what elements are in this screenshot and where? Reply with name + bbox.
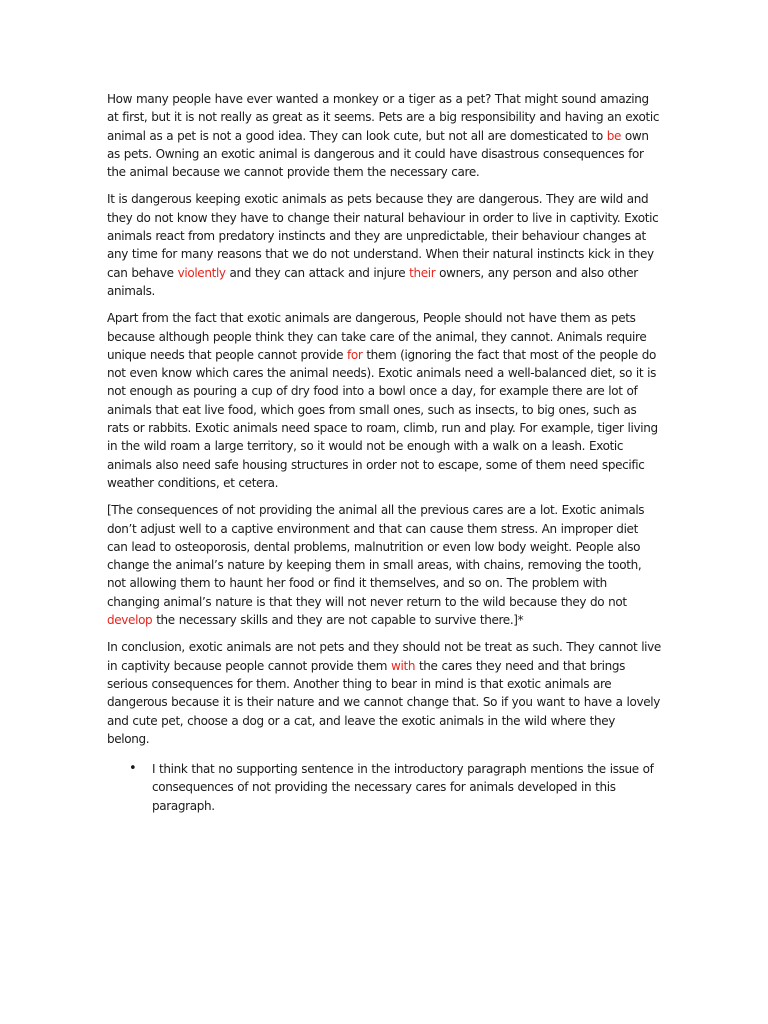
highlighted-word: with [391, 658, 416, 673]
paragraph-text: them (ignoring the fact that most of the people do not even know which cares the animal needs). Exotic animals need a well-balanced diet, so it is not enough as pouring a cup of dry food into a bowl once a day, for example there are lot of animals that eat live food, which goes from small ones, such as insects, to big ones, such as rats or rabbits. Exotic animals need space to roam, climb, run and play. For example, tiger living in the wild roam a large territory, so it would not be enough with a walk on a leash. Exotic animals also need safe housing structures in order not to escape, some of them need specific weather conditions, et cetera. [107, 347, 658, 490]
bullet-icon: • [129, 761, 137, 777]
paragraph-text: Apart from the fact that exotic animals are dangerous, People should not have them as pets because although people think they can take care of the animal, they cannot. Animals require unique needs that people cannot provide [107, 311, 647, 362]
highlighted-word: develop [107, 613, 153, 628]
paragraph-danger [107, 190, 661, 300]
comment-item [107, 760, 661, 815]
paragraph-text: the necessary skills and they are not capable to survive there.]* [152, 613, 524, 628]
paragraph-text: How many people have ever wanted a monkey or a tiger as a pet? That might sound amazing at first, but it is not really as great as it seems. Pets are a big responsibility and having an exotic animal as a pet is not a good idea. They can look cute, but not all are domesticated to [107, 92, 660, 143]
highlighted-word: their [409, 265, 436, 280]
paragraph-needs [107, 309, 661, 492]
highlighted-word: violently [177, 265, 226, 280]
essay-body [107, 90, 661, 815]
paragraph-text: own as pets. Owning an exotic animal is dangerous and it could have disastrous consequences for the animal because we cannot provide them the necessary care. [107, 128, 649, 180]
paragraph-text: It is dangerous keeping exotic animals as pets because they are dangerous. They are wild and they do not know they have to change their natural behaviour in order to live in captivity. Exotic animals react from predatory instincts and they are unpredictable, their behaviour changes at any time for many reasons that we do not understand. When their natural instincts kick in they can behave [107, 192, 659, 280]
paragraph-text: the cares they need and that brings serious consequences for them. Another thing to bear in mind is that exotic animals are dangerous because it is their nature and we cannot change that. So if you want to have a lovely and cute pet, choose a dog or a cat, and leave the exotic animals in the wild where they belong. [107, 658, 660, 746]
paragraph-conclusion [107, 638, 661, 748]
paragraph-text: In conclusion, exotic animals are not pets and they should not be treat as such. They cannot live in captivity because people cannot provide them [107, 640, 661, 673]
paragraph-text: and they can attack and injure [225, 265, 410, 280]
paragraph-consequences [107, 501, 661, 629]
paragraph-text: owners, any person and also other animals. [107, 265, 638, 298]
highlighted-word: for [347, 347, 363, 362]
paragraph-introduction [107, 90, 661, 181]
comment-list [107, 760, 661, 815]
comment-text: I think that no supporting sentence in the introductory paragraph mentions the issue of consequences of not providing the necessary cares for animals developed in this paragraph. [152, 762, 654, 813]
highlighted-word: be [606, 128, 622, 143]
paragraph-text: [The consequences of not providing the animal all the previous cares are a lot. Exotic animals don’t adjust well to a captive environment and that can cause them stress. An improper diet can lead to osteoporosis, dental problems, malnutrition or even low body weight. People also change the animal’s nature by keeping them in small areas, with chains, removing the tooth, not allowing them to haunt her food or find it themselves, and so on. The problem with changing animal’s nature is that they will not never return to the wild because they do not [107, 503, 645, 609]
